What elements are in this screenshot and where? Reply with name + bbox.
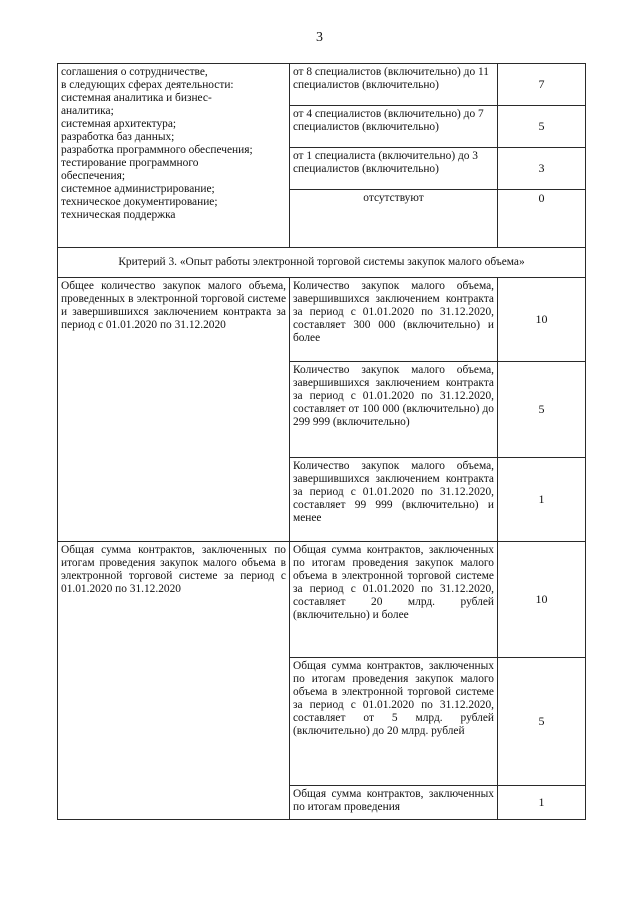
table-row: [58, 64, 586, 106]
list-item: техническое документирование;: [61, 196, 218, 208]
list-item: системная аналитика и бизнес-: [61, 92, 212, 104]
score-cell: 0: [498, 190, 586, 248]
score-cell: 5: [498, 106, 586, 148]
list-item: обеспечения;: [61, 170, 125, 182]
score-cell: 7: [498, 64, 586, 106]
list-item: аналитика;: [61, 105, 114, 117]
score-cell: 5: [498, 658, 586, 786]
list-item: соглашения о сотрудничестве,: [61, 66, 208, 78]
list-item: системная архитектура;: [61, 118, 177, 130]
score-cell: 1: [498, 458, 586, 542]
table-row: [58, 248, 586, 278]
condition-cell: Общая сумма контрактов, заключенных по итогам проведения закупок малого объема в электронной торговой системе за период с 01.01.2020 по 31.12.2020, составляет 20 млрд. рублей (включительно) и более: [290, 542, 498, 658]
condition-cell: Общая сумма контрактов, заключенных по итогам проведения: [290, 786, 498, 820]
personnel-areas-cell: [58, 64, 290, 248]
list-item: тестирование программного: [61, 157, 199, 169]
table-row: [58, 542, 586, 658]
criterion-heading: Критерий 3. «Опыт работы электронной торговой системы закупок малого объема»: [58, 248, 586, 278]
list-item: системное администрирование;: [61, 183, 215, 195]
criteria-table: [57, 63, 586, 820]
score-cell: 10: [498, 278, 586, 362]
condition-cell: Количество закупок малого объема, завершившихся заключением контракта за период с 01.01.2020 по 31.12.2020, составляет от 100 000 (включительно) до 299 999 (включительно): [290, 362, 498, 458]
table-row: [58, 278, 586, 362]
condition-cell: от 1 специалиста (включительно) до 3 специалистов (включительно): [290, 148, 498, 190]
score-cell: 10: [498, 542, 586, 658]
indicator-label: Общее количество закупок малого объема, проведенных в электронной торговой системе и завершившихся заключением контракта за период с 01.01.2020 по 31.12.2020: [58, 278, 290, 542]
condition-cell: Количество закупок малого объема, завершившихся заключением контракта за период с 01.01.2020 по 31.12.2020, составляет 300 000 (включительно) и более: [290, 278, 498, 362]
condition-cell: отсутствуют: [290, 190, 498, 248]
score-cell: 1: [498, 786, 586, 820]
score-cell: 5: [498, 362, 586, 458]
list-item: разработка баз данных;: [61, 131, 175, 143]
condition-cell: от 4 специалистов (включительно) до 7 специалистов (включительно): [290, 106, 498, 148]
list-item: в следующих сферах деятельности:: [61, 79, 234, 91]
condition-cell: Количество закупок малого объема, завершившихся заключением контракта за период с 01.01.2020 по 31.12.2020, составляет 99 999 (включительно) и менее: [290, 458, 498, 542]
page-number: 3: [316, 30, 323, 45]
list-item: разработка программного обеспечения;: [61, 144, 253, 156]
list-item: техническая поддержка: [61, 209, 176, 221]
condition-cell: от 8 специалистов (включительно) до 11 специалистов (включительно): [290, 64, 498, 106]
condition-cell: Общая сумма контрактов, заключенных по итогам проведения закупок малого объема в электронной торговой системе за период с 01.01.2020 по 31.12.2020, составляет от 5 млрд. рублей (включительно) до 20 млрд. рублей: [290, 658, 498, 786]
score-cell: 3: [498, 148, 586, 190]
indicator-label: Общая сумма контрактов, заключенных по итогам проведения закупок малого объема в электронной торговой системе за период с 01.01.2020 по 31.12.2020: [58, 542, 290, 820]
